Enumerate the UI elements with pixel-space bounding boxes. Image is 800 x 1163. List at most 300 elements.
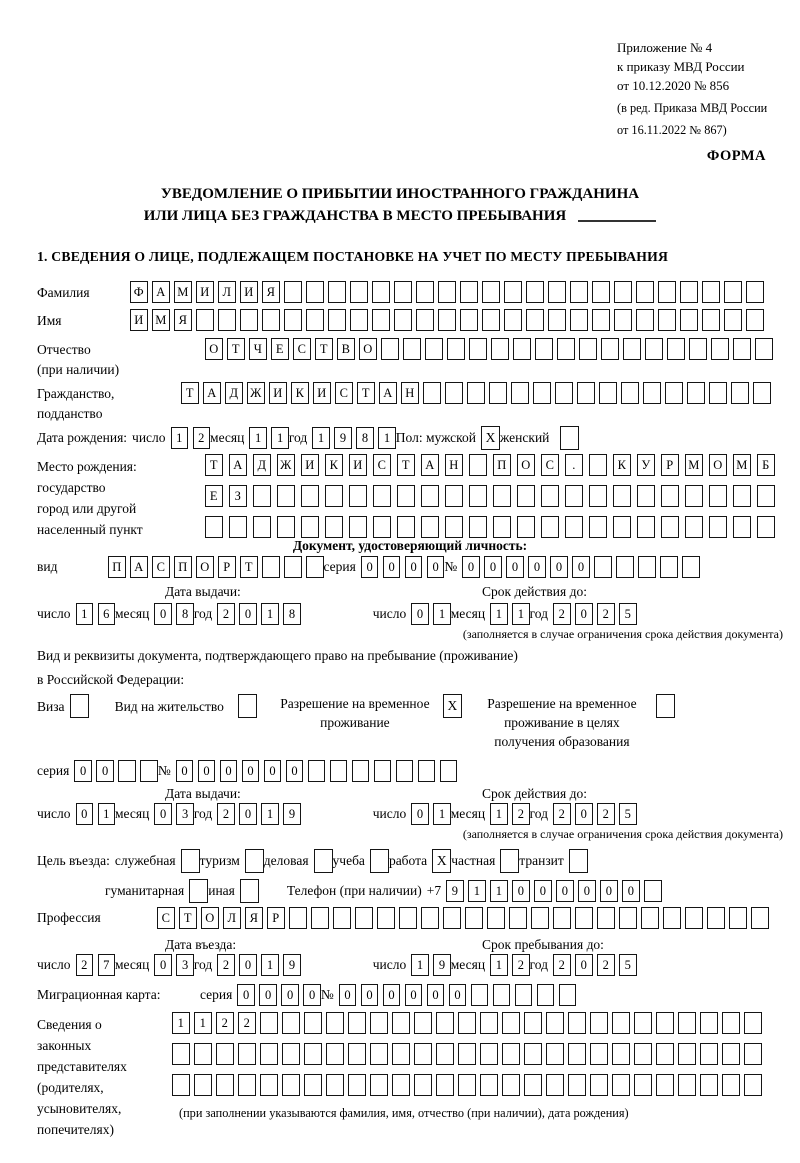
char-box[interactable]	[546, 1043, 564, 1065]
char-box[interactable]	[372, 309, 390, 331]
char-box[interactable]	[724, 281, 742, 303]
checkbox-purpose-transit[interactable]	[569, 849, 588, 873]
char-box[interactable]	[284, 309, 302, 331]
char-box[interactable]	[707, 907, 725, 929]
char-box[interactable]	[304, 1074, 322, 1096]
char-box[interactable]: 0	[550, 556, 568, 578]
char-box[interactable]	[416, 281, 434, 303]
char-box[interactable]: 0	[411, 603, 429, 625]
char-box[interactable]: Т	[179, 907, 197, 929]
char-box[interactable]	[755, 338, 773, 360]
char-box[interactable]	[568, 1043, 586, 1065]
char-box[interactable]	[238, 1043, 256, 1065]
char-box[interactable]	[731, 382, 749, 404]
char-box[interactable]	[374, 760, 392, 782]
char-box[interactable]	[277, 485, 295, 507]
char-box[interactable]	[546, 1074, 564, 1096]
char-box[interactable]	[613, 516, 631, 538]
char-box[interactable]: 0	[575, 954, 593, 976]
char-box[interactable]	[524, 1074, 542, 1096]
checkbox-purpose-other[interactable]	[240, 879, 259, 903]
char-box[interactable]	[746, 281, 764, 303]
char-box[interactable]: Я	[262, 281, 280, 303]
char-box[interactable]: Я	[174, 309, 192, 331]
char-box[interactable]: П	[493, 454, 511, 476]
char-box[interactable]	[537, 984, 555, 1006]
char-box[interactable]: Д	[225, 382, 243, 404]
char-box[interactable]: 0	[528, 556, 546, 578]
char-box[interactable]	[418, 760, 436, 782]
char-box[interactable]	[612, 1074, 630, 1096]
char-box[interactable]	[304, 1043, 322, 1065]
char-box[interactable]	[680, 281, 698, 303]
char-box[interactable]: Р	[218, 556, 236, 578]
char-box[interactable]	[634, 1012, 652, 1034]
char-box[interactable]	[460, 309, 478, 331]
char-box[interactable]: И	[269, 382, 287, 404]
char-box[interactable]	[349, 485, 367, 507]
char-box[interactable]: С	[335, 382, 353, 404]
char-box[interactable]: 0	[239, 954, 257, 976]
char-box[interactable]: С	[373, 454, 391, 476]
char-box[interactable]: Е	[205, 485, 223, 507]
char-box[interactable]: 2	[217, 603, 235, 625]
char-box[interactable]: Б	[757, 454, 775, 476]
char-box[interactable]: И	[240, 281, 258, 303]
char-box[interactable]	[636, 281, 654, 303]
char-box[interactable]: 5	[619, 954, 637, 976]
char-box[interactable]	[733, 338, 751, 360]
char-box[interactable]: 2	[512, 803, 530, 825]
char-box[interactable]	[637, 485, 655, 507]
char-box[interactable]: 1	[271, 427, 289, 449]
char-box[interactable]	[557, 338, 575, 360]
char-box[interactable]: А	[229, 454, 247, 476]
char-box[interactable]: 2	[512, 954, 530, 976]
char-box[interactable]	[350, 309, 368, 331]
char-box[interactable]: 0	[286, 760, 304, 782]
char-box[interactable]: Д	[253, 454, 271, 476]
char-box[interactable]	[306, 309, 324, 331]
char-box[interactable]	[372, 281, 390, 303]
char-box[interactable]	[352, 760, 370, 782]
char-box[interactable]	[467, 382, 485, 404]
char-box[interactable]: 0	[264, 760, 282, 782]
char-box[interactable]: 8	[283, 603, 301, 625]
char-box[interactable]: 0	[484, 556, 502, 578]
char-box[interactable]	[656, 1074, 674, 1096]
char-box[interactable]: 8	[176, 603, 194, 625]
char-box[interactable]	[238, 1074, 256, 1096]
char-box[interactable]	[660, 556, 678, 578]
char-box[interactable]	[480, 1074, 498, 1096]
char-box[interactable]	[661, 485, 679, 507]
char-box[interactable]: 2	[597, 954, 615, 976]
char-box[interactable]	[260, 1012, 278, 1034]
char-box[interactable]	[592, 281, 610, 303]
char-box[interactable]	[421, 516, 439, 538]
char-box[interactable]: 1	[194, 1012, 212, 1034]
char-box[interactable]: О	[201, 907, 219, 929]
char-box[interactable]	[465, 907, 483, 929]
char-box[interactable]	[722, 1043, 740, 1065]
char-box[interactable]	[535, 338, 553, 360]
char-box[interactable]	[645, 338, 663, 360]
char-box[interactable]	[546, 1012, 564, 1034]
char-box[interactable]	[355, 907, 373, 929]
char-box[interactable]: Т	[397, 454, 415, 476]
char-box[interactable]: П	[108, 556, 126, 578]
char-box[interactable]: И	[130, 309, 148, 331]
char-box[interactable]	[594, 556, 612, 578]
char-box[interactable]: 0	[242, 760, 260, 782]
char-box[interactable]	[397, 516, 415, 538]
char-box[interactable]	[399, 907, 417, 929]
char-box[interactable]	[613, 485, 631, 507]
char-box[interactable]: 0	[575, 603, 593, 625]
char-box[interactable]	[502, 1043, 520, 1065]
char-box[interactable]	[196, 309, 214, 331]
char-box[interactable]	[172, 1074, 190, 1096]
char-box[interactable]: 0	[411, 803, 429, 825]
char-box[interactable]	[311, 907, 329, 929]
char-box[interactable]	[436, 1074, 454, 1096]
char-box[interactable]	[700, 1074, 718, 1096]
char-box[interactable]	[282, 1074, 300, 1096]
char-box[interactable]	[326, 1012, 344, 1034]
char-box[interactable]	[589, 454, 607, 476]
char-box[interactable]: 9	[283, 803, 301, 825]
char-box[interactable]	[565, 485, 583, 507]
char-box[interactable]	[533, 382, 551, 404]
char-box[interactable]	[447, 338, 465, 360]
char-box[interactable]	[493, 516, 511, 538]
char-box[interactable]	[458, 1043, 476, 1065]
char-box[interactable]: 1	[378, 427, 396, 449]
char-box[interactable]	[469, 516, 487, 538]
char-box[interactable]: А	[130, 556, 148, 578]
char-box[interactable]	[373, 485, 391, 507]
checkbox-visa[interactable]	[70, 694, 89, 718]
char-box[interactable]: 1	[411, 954, 429, 976]
char-box[interactable]: 5	[619, 803, 637, 825]
char-box[interactable]: 1	[512, 603, 530, 625]
char-box[interactable]: 2	[553, 603, 571, 625]
char-box[interactable]: И	[349, 454, 367, 476]
char-box[interactable]	[509, 907, 527, 929]
char-box[interactable]	[511, 382, 529, 404]
char-box[interactable]	[744, 1074, 762, 1096]
char-box[interactable]	[445, 382, 463, 404]
char-box[interactable]: С	[541, 454, 559, 476]
char-box[interactable]	[325, 485, 343, 507]
char-box[interactable]: А	[379, 382, 397, 404]
char-box[interactable]: 0	[281, 984, 299, 1006]
char-box[interactable]: О	[709, 454, 727, 476]
char-box[interactable]	[524, 1012, 542, 1034]
char-box[interactable]	[373, 516, 391, 538]
char-box[interactable]	[194, 1074, 212, 1096]
char-box[interactable]	[370, 1074, 388, 1096]
char-box[interactable]	[685, 485, 703, 507]
char-box[interactable]	[194, 1043, 212, 1065]
char-box[interactable]	[589, 516, 607, 538]
char-box[interactable]	[504, 281, 522, 303]
char-box[interactable]	[658, 309, 676, 331]
char-box[interactable]	[440, 760, 458, 782]
char-box[interactable]: 0	[76, 803, 94, 825]
char-box[interactable]	[502, 1012, 520, 1034]
char-box[interactable]: 1	[98, 803, 116, 825]
char-box[interactable]	[636, 309, 654, 331]
char-box[interactable]: 1	[490, 954, 508, 976]
char-box[interactable]: 1	[261, 954, 279, 976]
char-box[interactable]	[753, 382, 771, 404]
char-box[interactable]	[621, 382, 639, 404]
checkbox-purpose-business[interactable]	[314, 849, 333, 873]
char-box[interactable]	[381, 338, 399, 360]
char-box[interactable]	[700, 1012, 718, 1034]
char-box[interactable]	[349, 516, 367, 538]
char-box[interactable]	[678, 1043, 696, 1065]
char-box[interactable]	[559, 984, 577, 1006]
char-box[interactable]	[326, 1074, 344, 1096]
char-box[interactable]	[306, 556, 324, 578]
char-box[interactable]: 1	[312, 427, 330, 449]
char-box[interactable]	[348, 1074, 366, 1096]
char-box[interactable]	[421, 485, 439, 507]
char-box[interactable]	[619, 907, 637, 929]
char-box[interactable]: Ж	[277, 454, 295, 476]
char-box[interactable]	[262, 556, 280, 578]
char-box[interactable]	[469, 485, 487, 507]
char-box[interactable]	[325, 516, 343, 538]
char-box[interactable]	[680, 309, 698, 331]
char-box[interactable]: 9	[433, 954, 451, 976]
char-box[interactable]	[757, 485, 775, 507]
char-box[interactable]: 7	[98, 954, 116, 976]
char-box[interactable]: 1	[468, 880, 486, 902]
char-box[interactable]: Л	[223, 907, 241, 929]
char-box[interactable]	[469, 454, 487, 476]
char-box[interactable]	[482, 281, 500, 303]
char-box[interactable]	[421, 907, 439, 929]
char-box[interactable]: 9	[334, 427, 352, 449]
char-box[interactable]: 1	[171, 427, 189, 449]
char-box[interactable]	[216, 1074, 234, 1096]
char-box[interactable]	[565, 516, 583, 538]
char-box[interactable]	[333, 907, 351, 929]
checkbox-temp-residence[interactable]: X	[443, 694, 462, 718]
char-box[interactable]: 0	[220, 760, 238, 782]
char-box[interactable]: С	[157, 907, 175, 929]
char-box[interactable]: 0	[600, 880, 618, 902]
char-box[interactable]: 0	[176, 760, 194, 782]
char-box[interactable]: 2	[217, 803, 235, 825]
char-box[interactable]: Л	[218, 281, 236, 303]
char-box[interactable]: Т	[227, 338, 245, 360]
char-box[interactable]	[579, 338, 597, 360]
char-box[interactable]: Н	[445, 454, 463, 476]
char-box[interactable]	[623, 338, 641, 360]
char-box[interactable]: 9	[283, 954, 301, 976]
char-box[interactable]: О	[359, 338, 377, 360]
char-box[interactable]: 1	[433, 803, 451, 825]
char-box[interactable]: 0	[512, 880, 530, 902]
char-box[interactable]	[577, 382, 595, 404]
char-box[interactable]	[656, 1012, 674, 1034]
char-box[interactable]	[711, 338, 729, 360]
char-box[interactable]: 0	[556, 880, 574, 902]
char-box[interactable]	[709, 382, 727, 404]
char-box[interactable]	[370, 1012, 388, 1034]
char-box[interactable]	[502, 1074, 520, 1096]
char-box[interactable]	[634, 1074, 652, 1096]
char-box[interactable]	[590, 1043, 608, 1065]
char-box[interactable]: 0	[154, 603, 172, 625]
char-box[interactable]: 0	[339, 984, 357, 1006]
char-box[interactable]	[667, 338, 685, 360]
char-box[interactable]: 0	[96, 760, 114, 782]
char-box[interactable]: 2	[597, 803, 615, 825]
char-box[interactable]: 0	[462, 556, 480, 578]
char-box[interactable]: А	[152, 281, 170, 303]
char-box[interactable]	[438, 309, 456, 331]
char-box[interactable]	[438, 281, 456, 303]
char-box[interactable]	[282, 1012, 300, 1034]
char-box[interactable]: 3	[176, 803, 194, 825]
char-box[interactable]: 0	[303, 984, 321, 1006]
char-box[interactable]	[555, 382, 573, 404]
char-box[interactable]: Ч	[249, 338, 267, 360]
char-box[interactable]	[304, 1012, 322, 1034]
char-box[interactable]	[240, 309, 258, 331]
char-box[interactable]	[682, 556, 700, 578]
checkbox-purpose-official[interactable]	[181, 849, 200, 873]
char-box[interactable]	[458, 1074, 476, 1096]
char-box[interactable]: П	[174, 556, 192, 578]
char-box[interactable]	[729, 907, 747, 929]
char-box[interactable]	[733, 485, 751, 507]
char-box[interactable]	[458, 1012, 476, 1034]
char-box[interactable]: 0	[405, 984, 423, 1006]
char-box[interactable]	[744, 1012, 762, 1034]
char-box[interactable]: И	[196, 281, 214, 303]
char-box[interactable]	[553, 907, 571, 929]
char-box[interactable]: Ф	[130, 281, 148, 303]
char-box[interactable]	[370, 1043, 388, 1065]
char-box[interactable]	[526, 309, 544, 331]
char-box[interactable]: 0	[575, 803, 593, 825]
char-box[interactable]	[709, 485, 727, 507]
char-box[interactable]: 2	[597, 603, 615, 625]
char-box[interactable]	[597, 907, 615, 929]
char-box[interactable]: 0	[534, 880, 552, 902]
char-box[interactable]: Т	[315, 338, 333, 360]
char-box[interactable]: М	[152, 309, 170, 331]
char-box[interactable]	[722, 1012, 740, 1034]
char-box[interactable]	[277, 516, 295, 538]
char-box[interactable]	[548, 281, 566, 303]
char-box[interactable]: М	[685, 454, 703, 476]
char-box[interactable]: Т	[240, 556, 258, 578]
char-box[interactable]	[700, 1043, 718, 1065]
char-box[interactable]	[414, 1074, 432, 1096]
char-box[interactable]	[724, 309, 742, 331]
char-box[interactable]: И	[313, 382, 331, 404]
char-box[interactable]: Т	[357, 382, 375, 404]
char-box[interactable]	[515, 984, 533, 1006]
char-box[interactable]	[517, 516, 535, 538]
char-box[interactable]	[612, 1043, 630, 1065]
char-box[interactable]: 9	[446, 880, 464, 902]
char-box[interactable]	[260, 1043, 278, 1065]
char-box[interactable]	[289, 907, 307, 929]
char-box[interactable]	[308, 760, 326, 782]
char-box[interactable]: Я	[245, 907, 263, 929]
char-box[interactable]	[326, 1043, 344, 1065]
char-box[interactable]: М	[174, 281, 192, 303]
char-box[interactable]: 1	[249, 427, 267, 449]
char-box[interactable]	[394, 281, 412, 303]
char-box[interactable]	[637, 516, 655, 538]
char-box[interactable]	[570, 281, 588, 303]
char-box[interactable]	[601, 338, 619, 360]
char-box[interactable]	[702, 309, 720, 331]
char-box[interactable]	[685, 516, 703, 538]
char-box[interactable]	[661, 516, 679, 538]
checkbox-purpose-study[interactable]	[370, 849, 389, 873]
char-box[interactable]	[568, 1074, 586, 1096]
char-box[interactable]	[460, 281, 478, 303]
char-box[interactable]	[443, 907, 461, 929]
char-box[interactable]: 1	[490, 803, 508, 825]
checkbox-purpose-tourism[interactable]	[245, 849, 264, 873]
char-box[interactable]: О	[196, 556, 214, 578]
char-box[interactable]: 2	[217, 954, 235, 976]
char-box[interactable]: М	[733, 454, 751, 476]
char-box[interactable]	[504, 309, 522, 331]
char-box[interactable]	[687, 382, 705, 404]
char-box[interactable]	[751, 907, 769, 929]
char-box[interactable]	[218, 309, 236, 331]
char-box[interactable]	[744, 1043, 762, 1065]
char-box[interactable]	[757, 516, 775, 538]
char-box[interactable]	[445, 485, 463, 507]
char-box[interactable]	[517, 485, 535, 507]
char-box[interactable]: Т	[205, 454, 223, 476]
char-box[interactable]	[568, 1012, 586, 1034]
char-box[interactable]	[634, 1043, 652, 1065]
char-box[interactable]: 0	[154, 803, 172, 825]
char-box[interactable]: З	[229, 485, 247, 507]
char-box[interactable]	[746, 309, 764, 331]
char-box[interactable]	[414, 1012, 432, 1034]
char-box[interactable]: 0	[259, 984, 277, 1006]
char-box[interactable]	[172, 1043, 190, 1065]
char-box[interactable]	[306, 281, 324, 303]
char-box[interactable]: С	[293, 338, 311, 360]
char-box[interactable]: 0	[578, 880, 596, 902]
char-box[interactable]: 8	[356, 427, 374, 449]
char-box[interactable]: Е	[271, 338, 289, 360]
char-box[interactable]	[301, 485, 319, 507]
char-box[interactable]	[548, 309, 566, 331]
char-box[interactable]	[616, 556, 634, 578]
char-box[interactable]	[709, 516, 727, 538]
char-box[interactable]: 1	[490, 603, 508, 625]
char-box[interactable]	[229, 516, 247, 538]
